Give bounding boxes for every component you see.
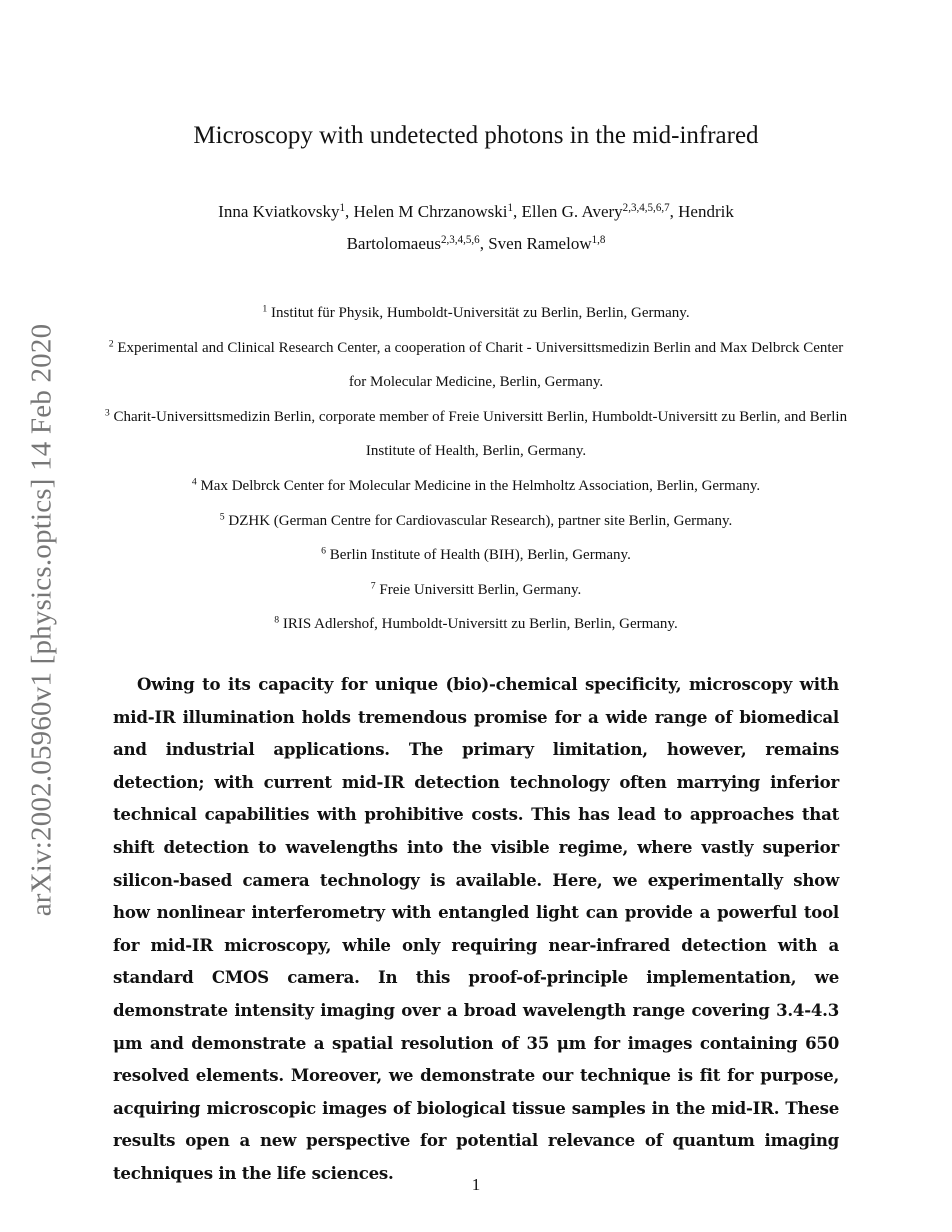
affiliation: $^1$ Institut für Physik, Humboldt-Universität zu Berlin, Berlin, Germany. [262, 303, 690, 321]
abstract: Owing to its capacity for unique (bio)-chemical specificity, microscopy with mid-IR illumination holds tremendous promise for a wide range of biomedical and industrial applications. The primary limitation, however, remains detection; with current mid-IR detection technology often marrying inferior technical capabilities with prohibitive costs. This has lead to approaches that shift detection to wavelengths into the visible regime, where vastly superior silicon-based camera technology is available. Here, we experimentally show how nonlinear interferometry with entangled light can provide a powerful tool for mid-IR microscopy, while only requiring near-infrared detection with a standard CMOS camera. In this proof-of-principle implementation, we demonstrate intensity imaging over a broad wavelength range covering 3.4-4.3 μm and demonstrate a spatial resolution of 35 μm for images containing 650 resolved elements. Moreover, we demonstrate our technique is fit for purpose, acquiring microscopic images of biological tissue samples in the mid-IR. These results open a new perspective for potential relevance of quantum imaging techniques in the life sciences. [113, 674, 839, 1183]
affiliation-list [100, 296, 852, 642]
affiliation: $^4$ Max Delbrck Center for Molecular Medicine in the Helmholtz Association, Berlin, Germany. [191, 476, 761, 494]
page-number: 1 [471, 1175, 481, 1194]
affiliation: $^6$ Berlin Institute of Health (BIH), Berlin, Germany. [321, 545, 631, 564]
affiliation: $^3$ Charit-Universittsmedizin Berlin, corporate member of Freie Universitt Berlin, Humboldt-Universitt zu Berlin, and Berlin Institute of Health, Berlin, Germany. [104, 407, 848, 460]
affiliation: $^7$ Freie Universitt Berlin, Germany. [370, 580, 582, 598]
author-list: Inna Kviatkovsky$^1$, Helen M Chrzanowski$^1$, Ellen G. Avery$^{2,3,4,5,6,7}$, Hendrik Bartolomaeus$^{2,3,4,5,6}$, Sven Ramelow$^{1,8}$ [218, 201, 734, 253]
author: Hendrik Bartolomaeus$^{2,3,4,5,6}$ [346, 202, 734, 253]
author: Ellen G. Avery$^{2,3,4,5,6,7}$ [521, 201, 670, 221]
author: Inna Kviatkovsky$^1$ [218, 201, 346, 221]
paper-title: Microscopy with undetected photons in the mid-infrared [193, 121, 759, 149]
affiliation: $^2$ Experimental and Clinical Research Center, a cooperation of Charit - Universittsmedizin Berlin and Max Delbrck Center for Molecular Medicine, Berlin, Germany. [108, 338, 844, 391]
affiliation: $^8$ IRIS Adlershof, Humboldt-Universitt zu Berlin, Berlin, Germany. [274, 614, 678, 633]
author: Sven Ramelow$^{1,8}$ [488, 233, 606, 253]
author: Helen M Chrzanowski$^1$ [353, 201, 513, 221]
affiliation: $^5$ DZHK (German Centre for Cardiovascular Research), partner site Berlin, Germany. [219, 511, 733, 529]
arxiv-identifier: arXiv:2002.05960v1 [physics.optics] 14 Feb 2020 [25, 323, 58, 917]
arxiv-sidebar-stamp [20, 300, 64, 940]
